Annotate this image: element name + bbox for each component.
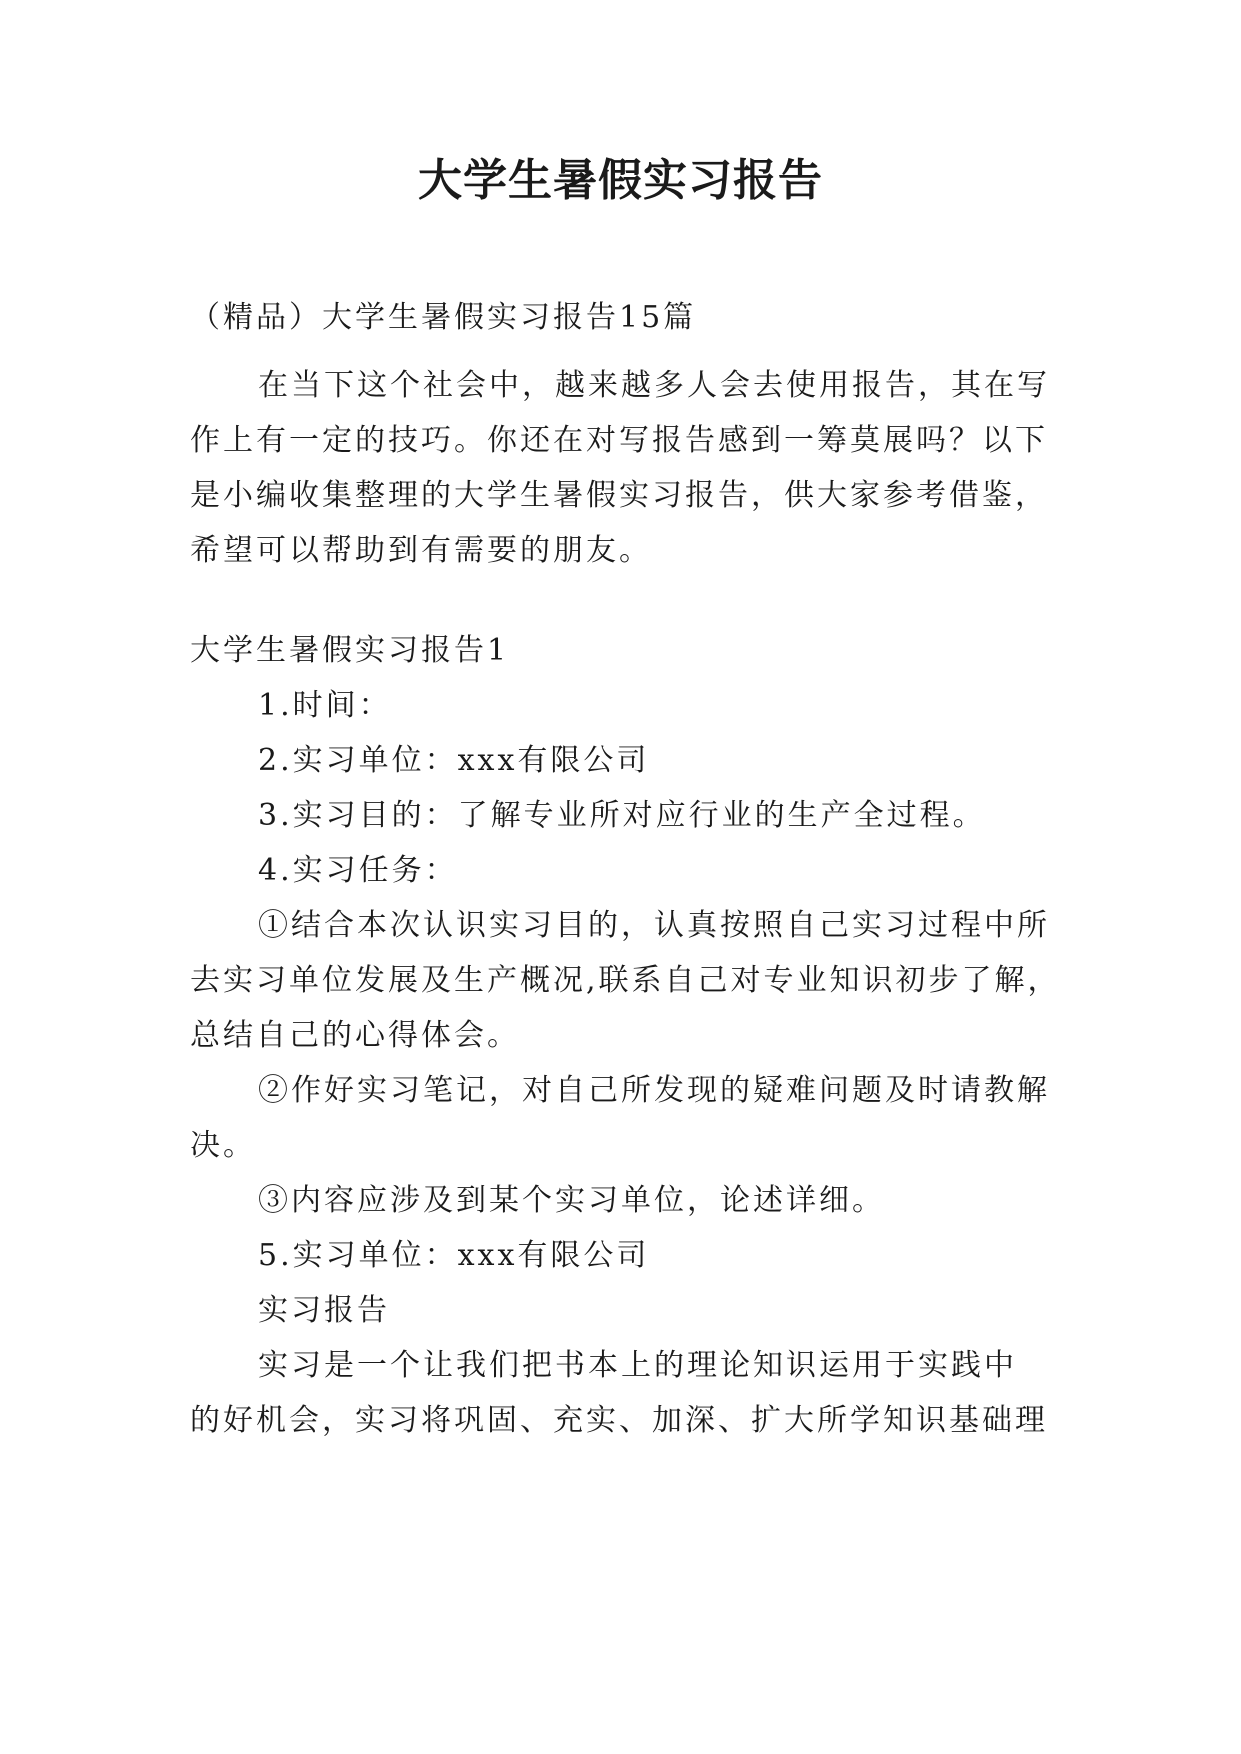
body-line-2: 的好机会，实习将巩固、充实、加深、扩大所学知识基础理 — [190, 1403, 1048, 1438]
intro-line-1: 在当下这个社会中，越来越多人会去使用报告，其在写 — [258, 368, 1050, 403]
section-heading: 大学生暑假实习报告1 — [190, 633, 510, 668]
document-subtitle: （精品）大学生暑假实习报告15篇 — [190, 300, 697, 335]
body-line-1: 实习是一个让我们把书本上的理论知识运用于实践中 — [258, 1348, 1017, 1383]
task3-line: ③内容应涉及到某个实习单位，论述详细。 — [258, 1183, 885, 1218]
document-title: 大学生暑假实习报告 — [418, 155, 823, 206]
report-heading: 实习报告 — [258, 1293, 390, 1328]
task1-line-3: 总结自己的心得体会。 — [190, 1018, 520, 1053]
item-unit-repeat: 5.实习单位：xxx有限公司 — [258, 1238, 650, 1273]
task1-line-1: ①结合本次认识实习目的，认真按照自己实习过程中所 — [258, 908, 1050, 943]
task2-line-1: ②作好实习笔记，对自己所发现的疑难问题及时请教解 — [258, 1073, 1050, 1108]
item-purpose: 3.实习目的：了解专业所对应行业的生产全过程。 — [258, 798, 986, 833]
task1-line-2: 去实习单位发展及生产概况,联系自己对专业知识初步了解， — [190, 963, 1061, 998]
task2-line-2: 决。 — [190, 1128, 256, 1163]
item-task: 4.实习任务： — [258, 853, 458, 888]
intro-line-4: 希望可以帮助到有需要的朋友。 — [190, 533, 652, 568]
item-time: 1.时间： — [258, 688, 392, 723]
intro-line-2: 作上有一定的技巧。你还在对写报告感到一筹莫展吗？以下 — [190, 423, 1048, 458]
item-unit: 2.实习单位：xxx有限公司 — [258, 743, 650, 778]
intro-line-3: 是小编收集整理的大学生暑假实习报告，供大家参考借鉴， — [190, 478, 1048, 513]
